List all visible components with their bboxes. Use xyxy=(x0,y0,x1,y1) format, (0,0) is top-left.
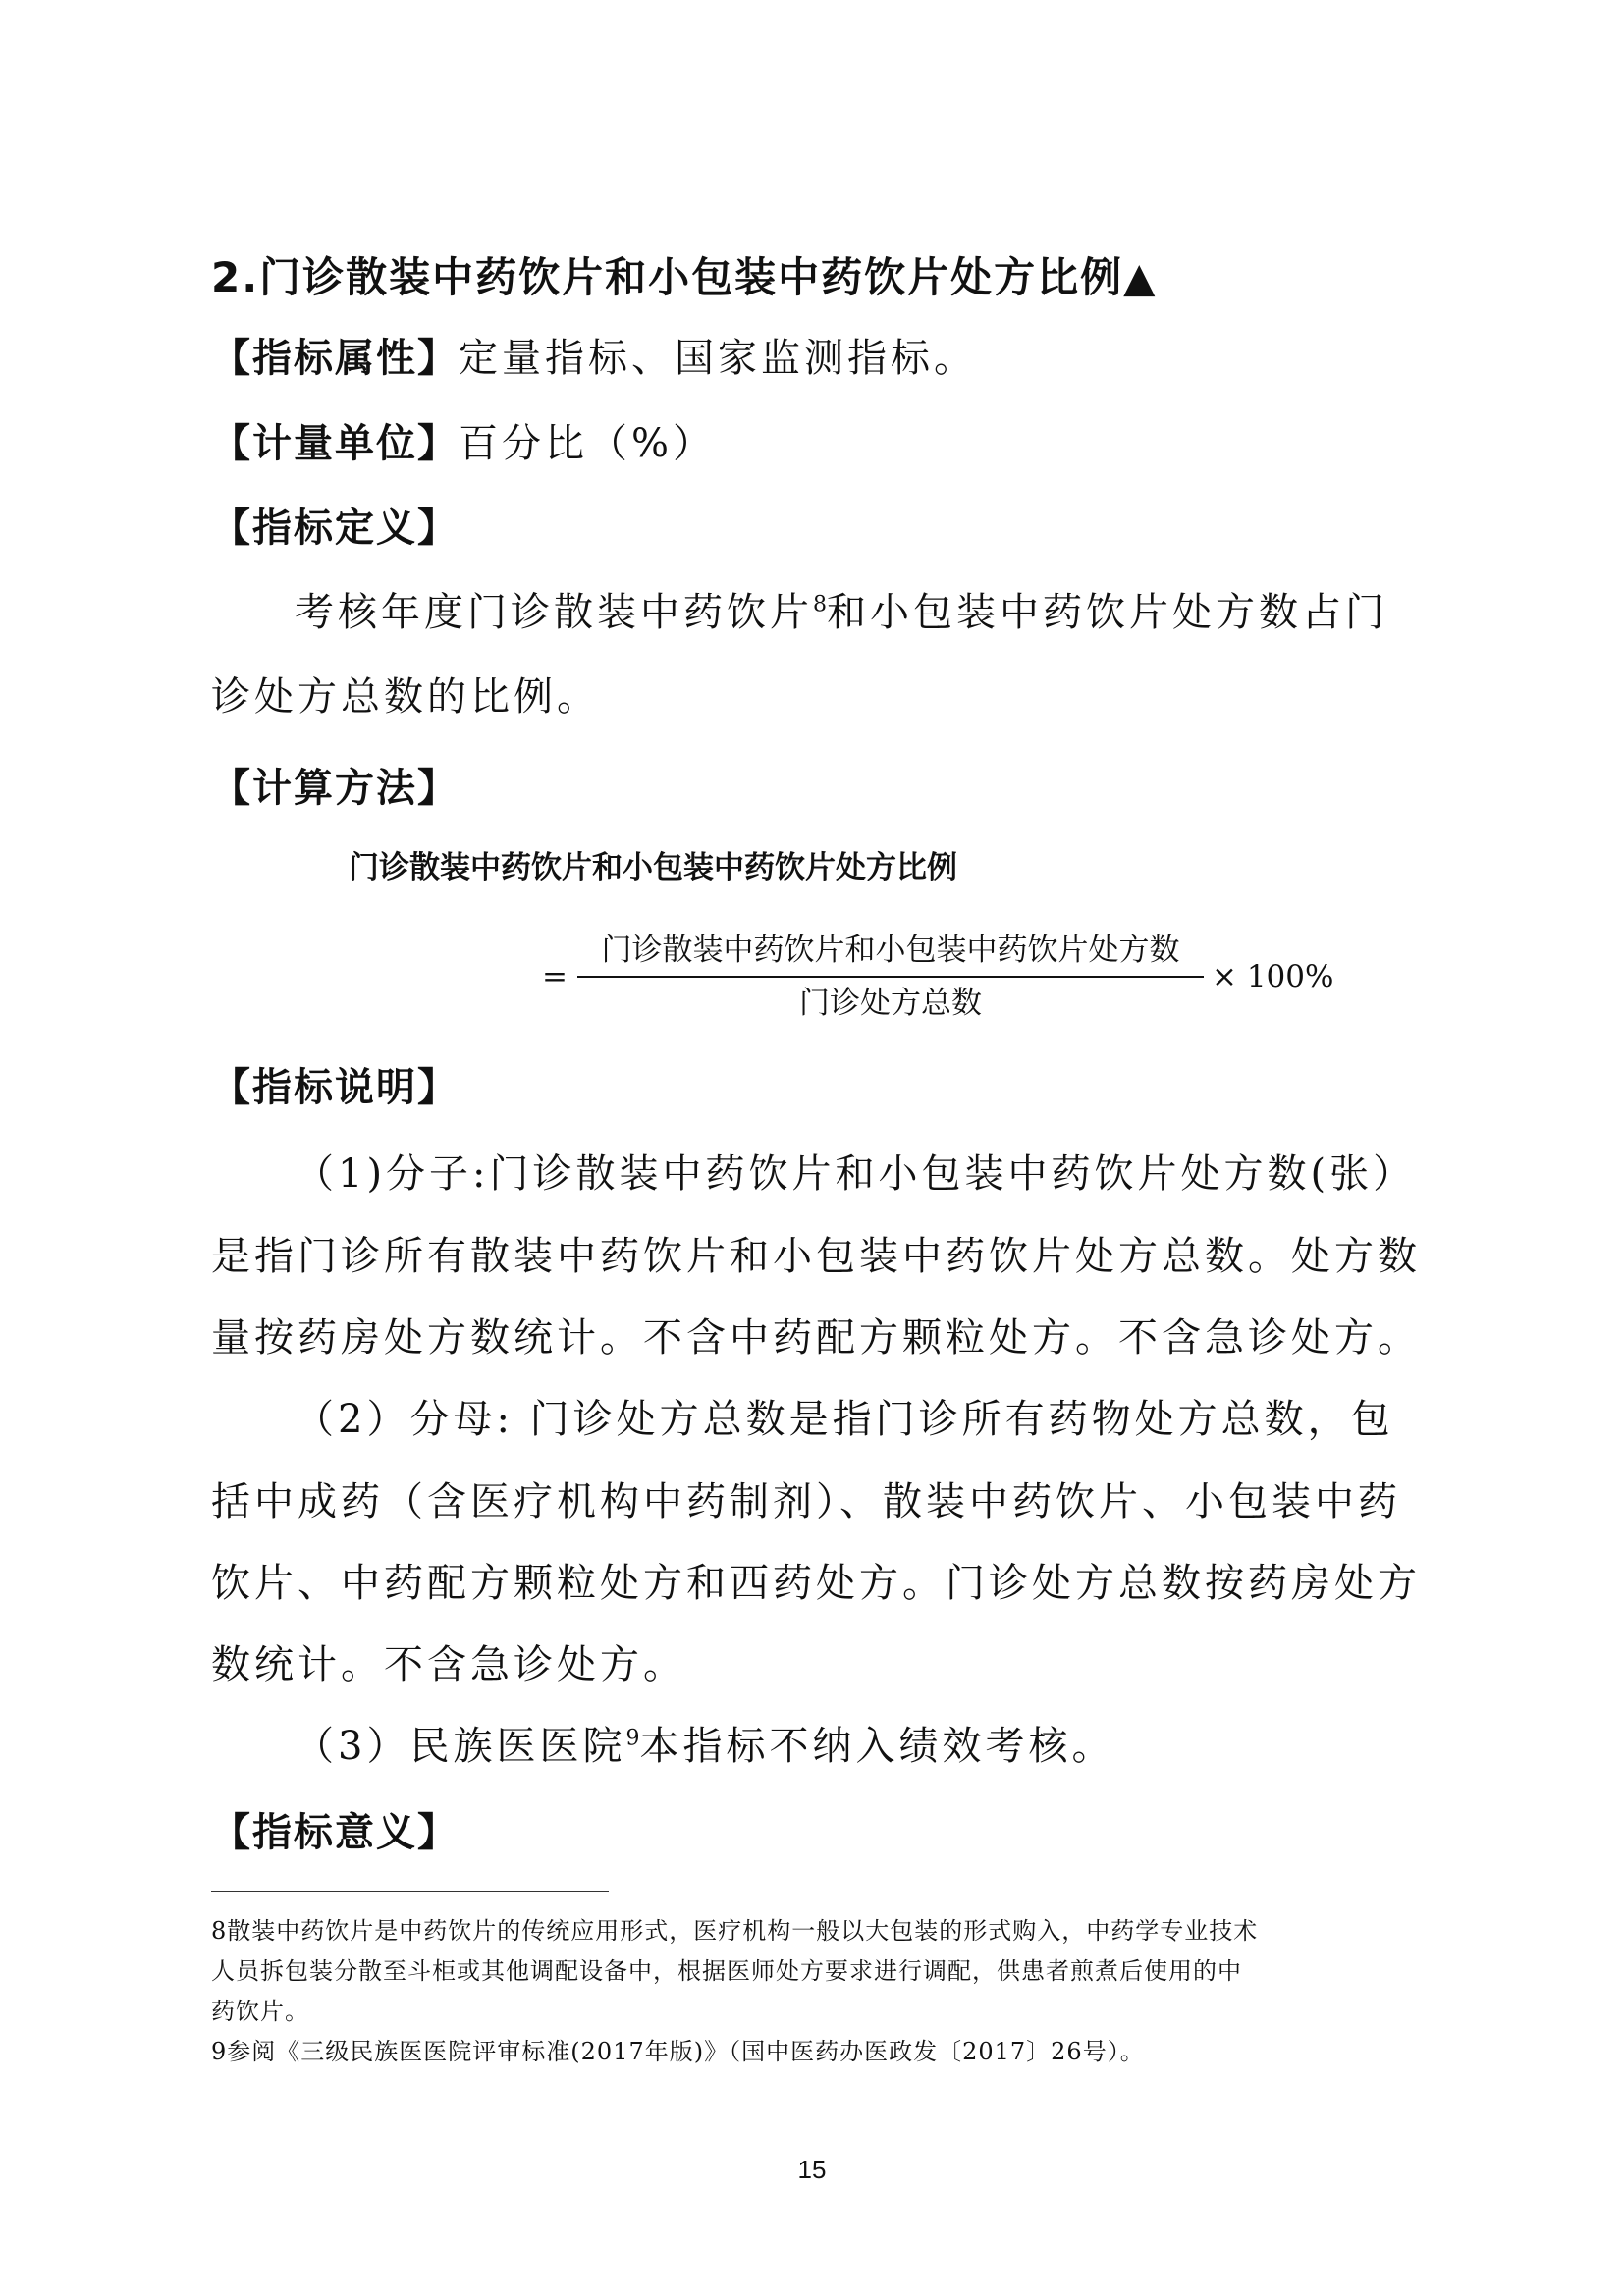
footnote-divider xyxy=(211,1891,609,1892)
formula xyxy=(542,923,1333,1031)
attribute-label: 【指标属性】 xyxy=(211,336,459,381)
footnote-line: 9参阅《三级民族医医院评审标准(2017年版)》（国中医药办医政发〔2017〕26号）。 xyxy=(211,2038,1145,2065)
section-title: 2.门诊散装中药饮片和小包装中药饮片处方比例▲ xyxy=(211,253,1158,301)
attribute-value: 定量指标、国家监测指标。 xyxy=(459,336,977,381)
explanation-line-8-part-1: （3）民族医医院 xyxy=(295,1724,626,1769)
unit-value: 百分比（%） xyxy=(459,421,717,466)
explanation-line: 数统计。不含急诊处方。 xyxy=(211,1642,686,1687)
formula-title: 门诊散装中药饮片和小包装中药饮片处方比例 xyxy=(349,850,957,885)
significance-label: 【指标意义】 xyxy=(211,1810,459,1855)
footnote-line: 人员拆包装分散至斗柜或其他调配设备中，根据医师处方要求进行调配，供患者煎煮后使用的中 xyxy=(211,1957,1242,1985)
formula-multiplier: × 100% xyxy=(1211,959,1334,994)
explanation-line: （1)分子:门诊散装中药饮片和小包装中药饮片处方数(张） xyxy=(295,1151,1417,1197)
explanation-line: 饮片、中药配方颗粒处方和西药处方。门诊处方总数按药房处方 xyxy=(211,1561,1421,1606)
footnote-ref-9: 9 xyxy=(625,1726,640,1751)
footnote-ref-8: 8 xyxy=(813,592,827,617)
definition-line-1-part-2: 和小包装中药饮片处方数占门 xyxy=(827,590,1388,635)
explanation-line: 括中成药（含医疗机构中药制剂）、散装中药饮片、小包装中药 xyxy=(211,1479,1401,1524)
explanation-line-8-part-2: 本指标不纳入绩效考核。 xyxy=(639,1724,1115,1769)
formula-fraction xyxy=(577,931,1204,1023)
explanation-line: （2）分母: 门诊处方总数是指门诊所有药物处方总数，包 xyxy=(295,1397,1394,1442)
formula-denominator: 门诊处方总数 xyxy=(798,986,982,1021)
page-number: 15 xyxy=(797,2155,827,2184)
footnote-line: 药饮片。 xyxy=(211,1998,309,2025)
unit-row xyxy=(211,416,716,471)
formula-numerator: 门诊散装中药饮片和小包装中药饮片处方数 xyxy=(601,933,1180,968)
formula-equals: = xyxy=(542,959,568,994)
definition-line-1-part-1: 考核年度门诊散装中药饮片 xyxy=(295,590,813,635)
unit-label: 【计量单位】 xyxy=(211,421,459,466)
definition-line-1 xyxy=(295,585,1388,640)
footnote-line: 8散装中药饮片是中药饮片的传统应用形式，医疗机构一般以大包装的形式购入，中药学专业技术 xyxy=(211,1917,1259,1945)
calculation-label: 【计算方法】 xyxy=(211,766,459,811)
definition-line-2: 诊处方总数的比例。 xyxy=(211,674,600,720)
explanation-line: 是指门诊所有散装中药饮片和小包装中药饮片处方总数。处方数 xyxy=(211,1234,1421,1279)
definition-label: 【指标定义】 xyxy=(211,506,459,551)
explanation-label: 【指标说明】 xyxy=(211,1065,459,1110)
explanation-line: 量按药房处方数统计。不含中药配方颗粒处方。不含急诊处方。 xyxy=(211,1315,1421,1361)
explanation-line-8 xyxy=(295,1719,1114,1774)
attribute-row xyxy=(211,331,977,386)
